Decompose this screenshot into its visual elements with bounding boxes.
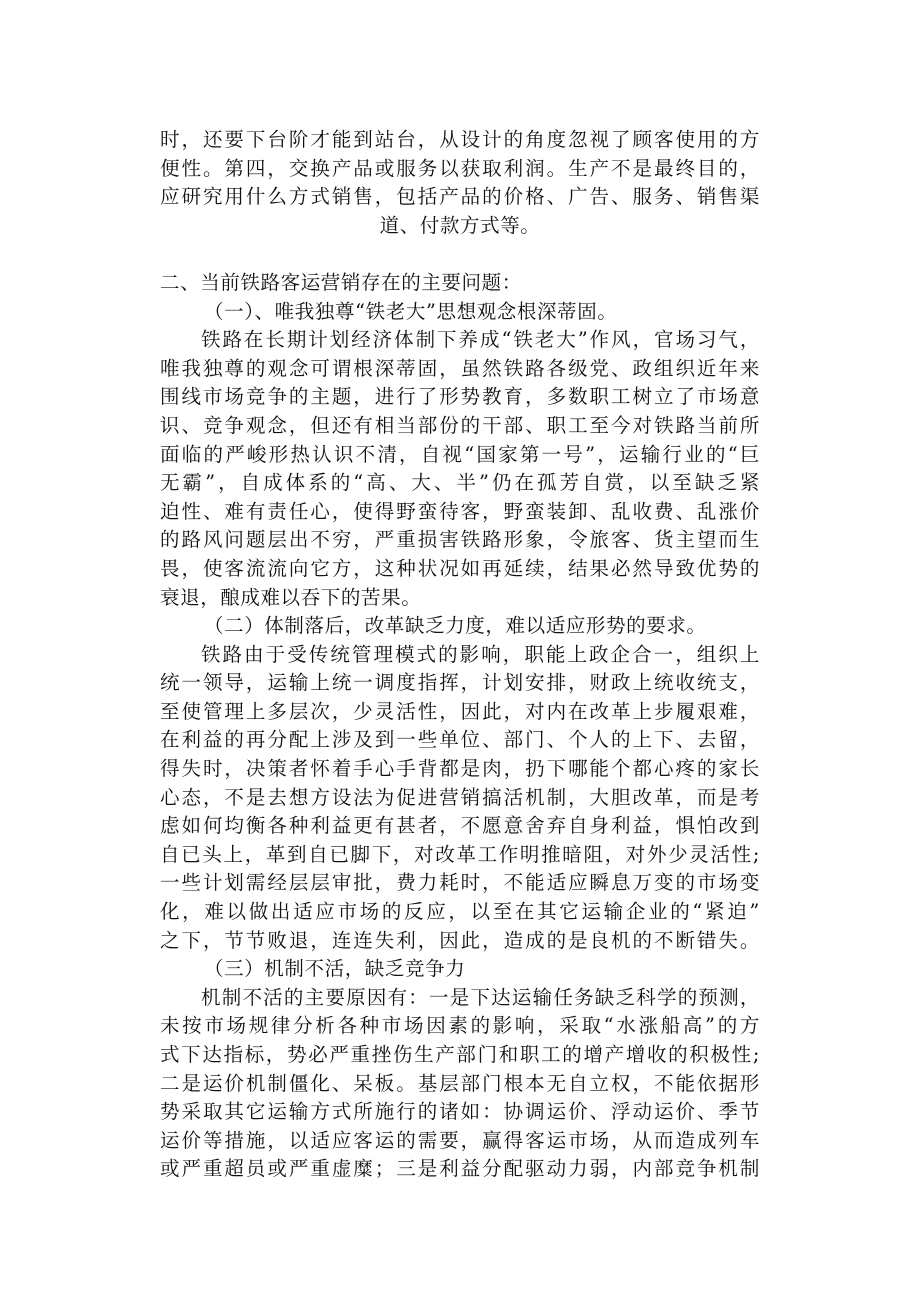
text-line: 铁路在长期计划经济体制下养成“铁老大”作风，官场习气， [201, 328, 760, 352]
text-line: 或严重超员或严重虚糜；三是利益分配驱动力弱，内部竞争机制 [160, 1157, 760, 1181]
text-line: 便性。第四，交换产品或服务以获取利润。生产不是最终目的， [160, 156, 760, 180]
document-body [160, 126, 760, 1184]
text-line: 一些计划需经层层审批，费力耗时，不能适应瞬息万变的市场变 [160, 871, 760, 895]
text-line: 势采取其它运输方式所施行的诸如：协调运价、浮动运价、季节 [160, 1100, 760, 1124]
text-line: 二是运价机制僵化、呆板。基层部门根本无自立权，不能依据形 [160, 1071, 760, 1095]
text-line: 围线市场竞争的主题，进行了形势教育，多数职工树立了市场意 [160, 385, 760, 409]
paragraph-1 [160, 326, 760, 612]
text-line: 得失时，决策者怀着手心手背都是肉，扔下哪能个都心疼的家长 [160, 757, 760, 781]
text-line: 虑如何均衡各种利益更有甚者，不愿意舍弃自身利益，惧怕改到 [160, 814, 760, 838]
paragraph-gap [160, 240, 760, 269]
text-line: 心态，不是去想方设法为促进营销搞活机制，大胆改革，而是考 [160, 785, 760, 809]
subsection-heading-1: （一）、唯我独尊“铁老大”思想观念根深蒂固。 [204, 299, 618, 323]
text-line: 铁路由于受传统管理模式的影响，职能上政企合一，组织上 [201, 642, 760, 666]
text-line: 无霸”，自成体系的“高、大、半”仍在孤芳自赏，以至缺乏紧 [160, 471, 760, 495]
paragraph-3 [160, 984, 760, 1184]
text-line: 迫性、难有责任心，使得野蛮待客，野蛮装卸、乱收费、乱涨价 [160, 499, 760, 523]
text-line: 化，难以做出适应市场的反应，以至在其它运输企业的“紧迫” [160, 900, 760, 924]
text-line: 未按市场规律分析各种市场因素的影响，采取“水涨船高”的方 [160, 1014, 760, 1038]
text-line: 自已头上，革到自已脚下，对改革工作明推暗阻，对外少灵活性; [160, 842, 760, 866]
text-line: 面临的严峻形热认识不清，自视“国家第一号”，运输行业的“巨 [160, 442, 760, 466]
text-line: 道、付款方式等。 [379, 213, 541, 237]
text-line: 识、竞争观念，但还有相当部份的干部、职工至今对铁路当前所 [160, 413, 760, 437]
text-line: 运价等措施，以适应客运的需要，赢得客运市场，从而造成列车 [160, 1128, 760, 1152]
subsection-heading-3: （三）机制不活，缺乏竞争力 [204, 957, 466, 981]
subsection-heading-2: （二）体制落后，改革缺乏力度，难以适应形势的要求。 [204, 614, 707, 638]
text-line: 畏，使客流流向它方，这种状况如再延续，结果必然导致优势的 [160, 556, 760, 580]
text-line: 式下达指标，势必严重挫伤生产部门和职工的增产增收的积极性; [160, 1043, 760, 1066]
text-line: 至使管理上多层次，少灵活性，因此，对内在改革上步履艰难， [160, 699, 760, 723]
text-line: 衰退，酿成难以吞下的苦果。 [160, 585, 422, 609]
text-line: 机制不活的主要原因有：一是下达运输任务缺乏科学的预测， [201, 985, 760, 1009]
text-line: 应研究用什么方式销售，包括产品的价格、广告、服务、销售渠 [160, 185, 760, 209]
text-line: 统一领导，运输上统一调度指挥，计划安排，财政上统收统支， [160, 671, 760, 695]
text-line: 之下，节节败退，连连失利，因此，造成的是良机的不断错失。 [160, 928, 760, 952]
intro-paragraph [160, 126, 760, 240]
section-heading: 二、当前铁路客运营销存在的主要问题： [160, 270, 522, 294]
text-line: 唯我独尊的观念可谓根深蒂固，虽然铁路各级党、政组织近年来 [160, 356, 760, 380]
text-line: 在利益的再分配上涉及到一些单位、部门、个人的上下、去留， [160, 728, 760, 752]
paragraph-2 [160, 641, 760, 956]
text-line: 的路风问题层出不穷，严重损害铁路形象，令旅客、货主望而生 [160, 528, 760, 552]
text-line: 时，还要下台阶才能到站台，从设计的角度忽视了顾客使用的方 [160, 128, 760, 151]
